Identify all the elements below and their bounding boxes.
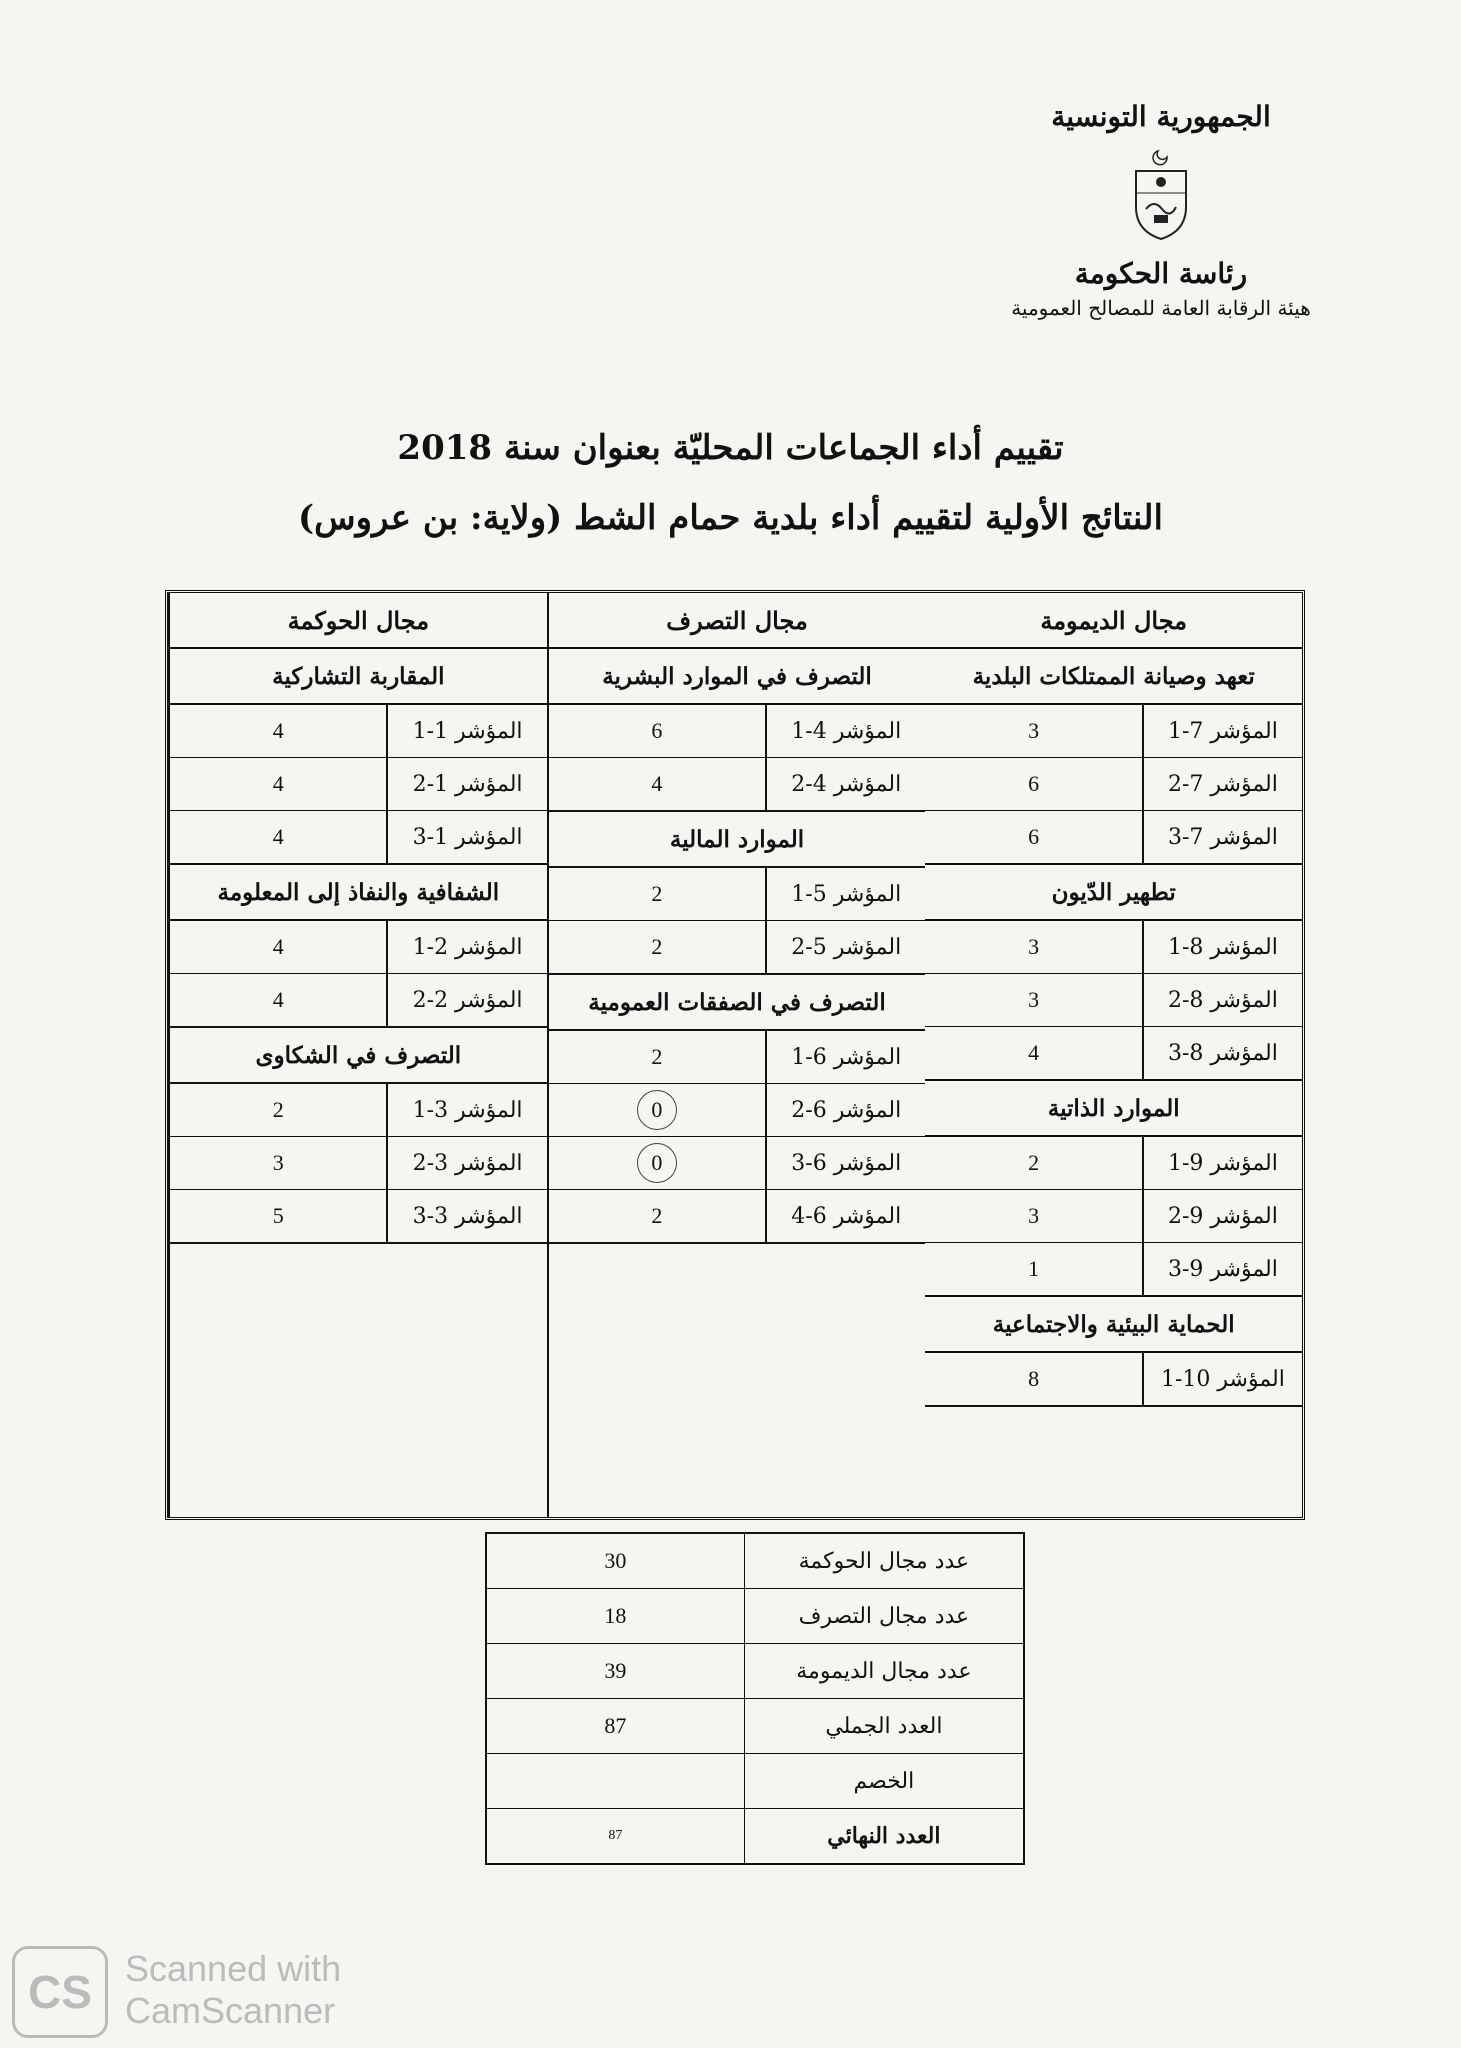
indicator-label: المؤشر 5-1 [765, 868, 925, 920]
indicator-score: 8 [1028, 1366, 1040, 1391]
indicator-label: المؤشر 2-2 [386, 974, 546, 1026]
empty-cell [170, 1244, 547, 1517]
indicator-label: المؤشر 6-1 [765, 1031, 925, 1083]
summary-value: 87 [486, 1809, 744, 1865]
summary-label: عدد مجال الحوكمة [744, 1533, 1024, 1589]
indicator-label: المؤشر 3-1 [386, 1084, 546, 1136]
indicator-label: المؤشر 9-1 [1142, 1137, 1302, 1189]
indicator-row [925, 1243, 1302, 1295]
empty-cell [925, 1407, 1302, 1517]
indicator-row [549, 1190, 926, 1242]
indicator-row [925, 705, 1302, 758]
indicator-score: 3 [1028, 987, 1040, 1012]
indicator-score: 4 [272, 934, 284, 959]
indicator-label: المؤشر 9-3 [1142, 1243, 1302, 1295]
indicator-label: المؤشر 2-1 [386, 921, 546, 973]
criterion-section [549, 975, 926, 1244]
indicator-row [170, 921, 547, 974]
domain-header: مجال الديمومة [925, 593, 1302, 649]
indicator-row [549, 1137, 926, 1190]
criterion-section [925, 1081, 1302, 1297]
government-name: رئاسة الحكومة [1074, 257, 1248, 290]
indicator-score: 2 [272, 1097, 284, 1122]
summary-table [485, 1532, 1025, 1865]
domain-column [168, 593, 547, 1517]
indicator-row [925, 758, 1302, 811]
summary-label: عدد مجال الديمومة [744, 1644, 1024, 1699]
summary-row [486, 1589, 1024, 1644]
indicator-row [925, 1027, 1302, 1079]
indicator-row [170, 705, 547, 758]
criterion-section [170, 1028, 547, 1244]
criterion-title: التصرف في الشكاوى [170, 1028, 547, 1084]
domain-column [547, 593, 926, 1517]
criterion-title: الحماية البيئية والاجتماعية [925, 1297, 1302, 1353]
indicator-score: 2 [651, 1044, 663, 1069]
indicator-row [549, 758, 926, 810]
indicator-label: المؤشر 1-2 [386, 758, 546, 810]
criterion-section [925, 1297, 1302, 1407]
indicator-score: 2 [651, 881, 663, 906]
criterion-title: المقاربة التشاركية [170, 649, 547, 705]
indicator-score: 4 [1028, 1040, 1040, 1065]
summary-value [486, 1754, 744, 1809]
criterion-section [549, 649, 926, 812]
indicator-row [170, 974, 547, 1026]
agency-name: هيئة الرقابة العامة للمصالح العمومية [1011, 296, 1311, 320]
indicator-row [925, 1190, 1302, 1243]
summary-value: 39 [486, 1644, 744, 1699]
summary-row [486, 1644, 1024, 1699]
circled-score: 0 [637, 1143, 677, 1183]
indicator-score: 6 [651, 718, 663, 743]
criterion-title: التصرف في الصفقات العمومية [549, 975, 926, 1031]
criterion-title: التصرف في الموارد البشرية [549, 649, 926, 705]
circled-score: 0 [637, 1090, 677, 1130]
summary-value: 30 [486, 1533, 744, 1589]
indicator-row [170, 811, 547, 863]
criterion-section [549, 812, 926, 975]
criterion-section [925, 865, 1302, 1081]
indicator-label: المؤشر 7-1 [1142, 705, 1302, 757]
indicator-score: 4 [272, 987, 284, 1012]
criterion-section [170, 649, 547, 865]
indicator-label: المؤشر 7-3 [1142, 811, 1302, 863]
indicator-row [549, 868, 926, 921]
indicator-row [170, 758, 547, 811]
indicator-label: المؤشر 8-1 [1142, 921, 1302, 973]
coat-of-arms-icon [1126, 147, 1196, 243]
indicator-label: المؤشر 1-3 [386, 811, 546, 863]
indicator-label: المؤشر 6-3 [765, 1137, 925, 1189]
page-title: تقييم أداء الجماعات المحليّة بعنوان سنة 2018 [397, 428, 1064, 468]
indicator-score: 6 [1028, 771, 1040, 796]
summary-label: عدد مجال التصرف [744, 1589, 1024, 1644]
camscanner-watermark: Scanned with CamScanner [125, 1948, 342, 2031]
indicator-row [925, 811, 1302, 863]
criterion-title: الموارد الذاتية [925, 1081, 1302, 1137]
empty-cell [549, 1244, 926, 1517]
camscanner-logo: CS [12, 1946, 108, 2038]
summary-label: العدد النهائي [744, 1809, 1024, 1865]
indicator-score: 4 [272, 718, 284, 743]
letterhead [996, 100, 1326, 320]
indicator-score [549, 1084, 765, 1136]
indicator-label: المؤشر 9-2 [1142, 1190, 1302, 1242]
indicator-row [549, 1031, 926, 1084]
indicator-score: 4 [651, 771, 663, 796]
indicator-row [925, 1353, 1302, 1405]
summary-row [486, 1699, 1024, 1754]
indicator-row [170, 1084, 547, 1137]
summary-value: 18 [486, 1589, 744, 1644]
indicator-score: 2 [651, 1203, 663, 1228]
indicator-label: المؤشر 6-4 [765, 1190, 925, 1242]
indicator-row [170, 1190, 547, 1242]
indicator-score: 2 [1028, 1150, 1040, 1175]
domain-header: مجال الحوكمة [170, 593, 547, 649]
indicator-score: 3 [1028, 718, 1040, 743]
summary-label: الخصم [744, 1754, 1024, 1809]
domain-column [925, 593, 1302, 1517]
indicator-score: 5 [272, 1203, 284, 1228]
indicator-label: المؤشر 4-1 [765, 705, 925, 757]
indicator-label: المؤشر 8-3 [1142, 1027, 1302, 1079]
indicator-score: 3 [1028, 934, 1040, 959]
indicator-row [549, 1084, 926, 1137]
indicator-row [925, 974, 1302, 1027]
criterion-title: الشفافية والنفاذ إلى المعلومة [170, 865, 547, 921]
summary-label: العدد الجملي [744, 1699, 1024, 1754]
criterion-title: تعهد وصيانة الممتلكات البلدية [925, 649, 1302, 705]
indicator-label: المؤشر 4-2 [765, 758, 925, 810]
criterion-title: الموارد المالية [549, 812, 926, 868]
page-subtitle: النتائج الأولية لتقييم أداء بلدية حمام الشط (ولاية: بن عروس) [297, 498, 1163, 538]
criterion-title: تطهير الدّيون [925, 865, 1302, 921]
indicator-label: المؤشر 3-3 [386, 1190, 546, 1242]
indicator-score: 2 [651, 934, 663, 959]
indicator-row [549, 705, 926, 758]
indicator-score: 1 [1028, 1256, 1040, 1281]
summary-value: 87 [486, 1699, 744, 1754]
indicator-score: 3 [1028, 1203, 1040, 1228]
indicator-score: 3 [272, 1150, 284, 1175]
indicator-score [549, 1137, 765, 1189]
indicator-score: 4 [272, 824, 284, 849]
indicator-label: المؤشر 1-1 [386, 705, 546, 757]
indicator-row [925, 921, 1302, 974]
indicator-row [549, 921, 926, 973]
indicator-row [170, 1137, 547, 1190]
republic-name: الجمهورية التونسية [1051, 100, 1271, 133]
indicator-label: المؤشر 5-2 [765, 921, 925, 973]
criterion-section [925, 649, 1302, 865]
criterion-section [170, 865, 547, 1028]
indicator-row [925, 1137, 1302, 1190]
summary-row [486, 1809, 1024, 1865]
summary-row [486, 1754, 1024, 1809]
indicator-score: 4 [272, 771, 284, 796]
indicator-label: المؤشر 7-2 [1142, 758, 1302, 810]
domain-header: مجال التصرف [549, 593, 926, 649]
indicator-label: المؤشر 6-2 [765, 1084, 925, 1136]
indicator-score: 6 [1028, 824, 1040, 849]
indicator-label: المؤشر 3-2 [386, 1137, 546, 1189]
indicator-label: المؤشر 10-1 [1142, 1353, 1302, 1405]
indicator-label: المؤشر 8-2 [1142, 974, 1302, 1026]
evaluation-table [165, 590, 1305, 1520]
summary-row [486, 1533, 1024, 1589]
